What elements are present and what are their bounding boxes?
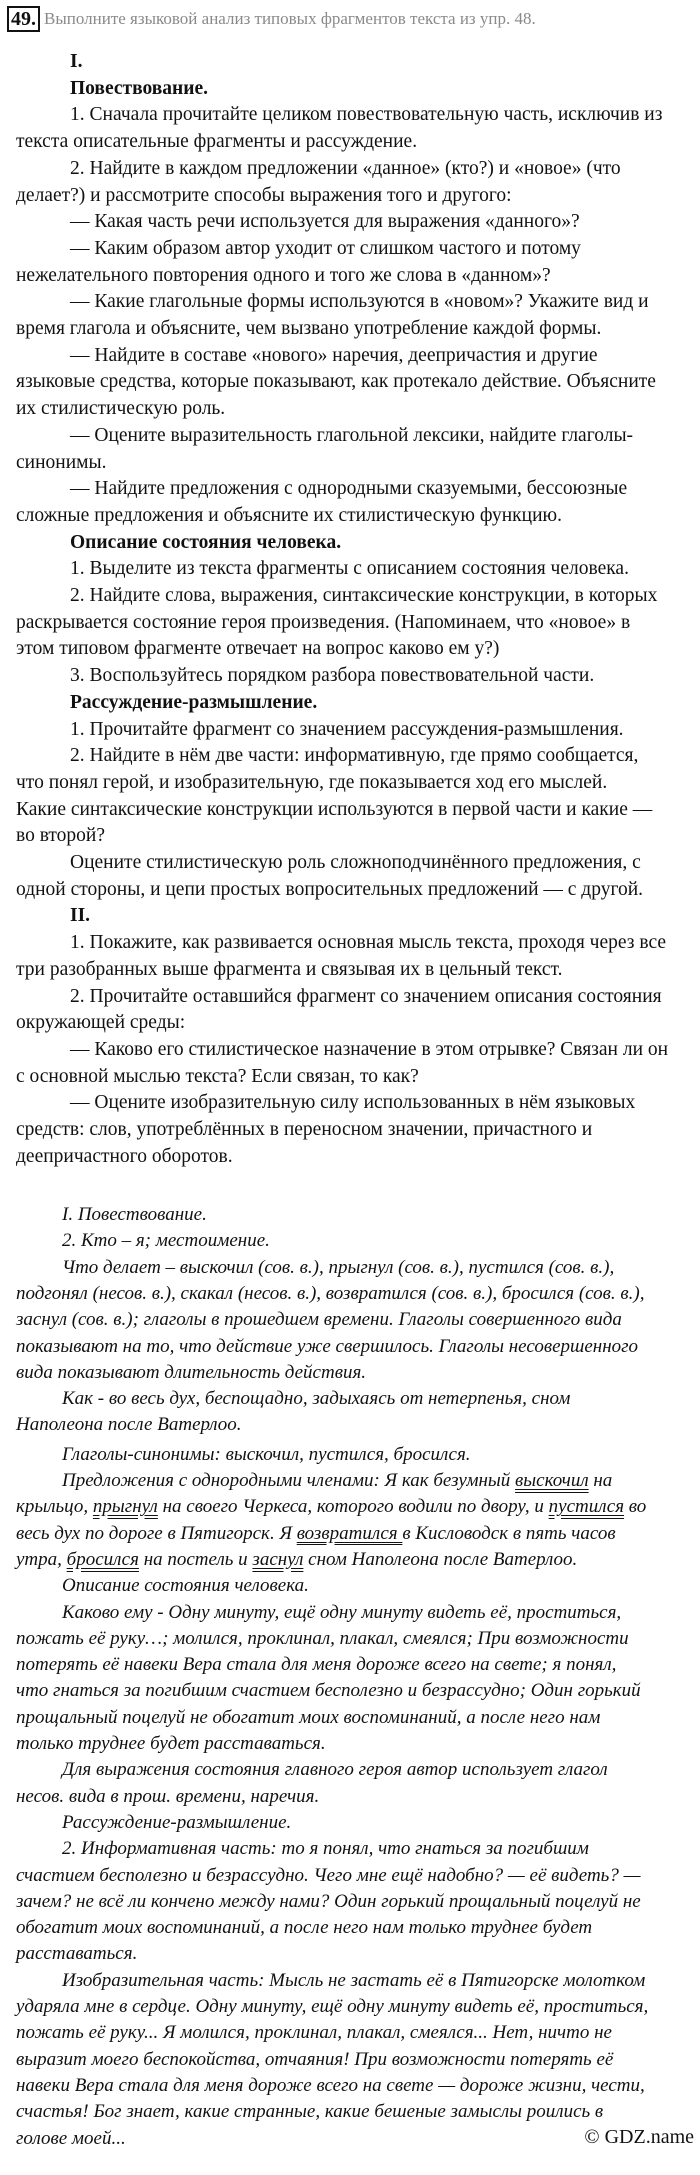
text-line: 1. Покажите, как развивается основная мысль текста, проходя через все (70, 932, 666, 954)
answer-line (16, 1494, 646, 1520)
text-segment: весь дух по дороге в Пятигорск. Я (16, 1522, 297, 1544)
watermark: © GDZ.name (584, 2126, 694, 2148)
answer-line (62, 1255, 614, 1281)
answer-line (16, 2020, 612, 2046)
text-segment: пожать её руку... Я молился, проклинал, плакал, смеялся... Нет, ничто не (16, 2022, 612, 2044)
answer-line (16, 1626, 629, 1652)
answer-line (16, 1915, 592, 1941)
text-segment: голове моей... (16, 2127, 126, 2149)
text-segment: счастья! Бог знает, какие странные, какие бешеные замыслы роились в (16, 2101, 604, 2123)
answer-line (16, 1521, 616, 1547)
answer-line (16, 1784, 319, 1810)
text-segment: 2. Информативная часть: то я понял, что гнаться за погибшим (62, 1838, 589, 1860)
text-line: — Какие глагольные формы используются в «новом»? Укажите вид и (70, 291, 649, 313)
text-segment: обогатит моих воспоминаний, а после него нам только труднее будет (16, 1917, 593, 1939)
text-segment: выразит моего беспокойства, отчаяния! При возможности потерять её (16, 2048, 614, 2070)
text-line: 3. Воспользуйтесь порядком разбора повествовательной части. (70, 665, 595, 687)
text-segment: на своего Черкеса, которого водили по двору, и (157, 1496, 549, 1518)
text-segment: на (588, 1470, 613, 1491)
section-heading: I. (70, 51, 83, 72)
text-line: три разобранных выше фрагмента и связывая их в цельный текст. (16, 958, 563, 980)
text-segment: заснул (сов. в.); глаголы в прошедшем времени. Глаголы совершенного вида (16, 1309, 622, 1331)
text-line: — Каково его стилистическое назначение в этом отрывке? Связан ли он (70, 1038, 669, 1060)
text-line: — Каким образом автор уходит от слишком частого и потому (70, 237, 581, 259)
answer-line (16, 1889, 641, 1915)
answer-line (62, 1968, 645, 1994)
text-segment: навеки Вера стала для меня дороже всего на свете — дороже жизни, чести, (16, 2074, 645, 2096)
answer-line (62, 1573, 309, 1599)
text-line: 2. Прочитайте оставшийся фрагмент со значением описания состояния (70, 985, 662, 1007)
text-segment: сном Наполеона после Ватерлоо. (303, 1548, 578, 1570)
text-line: 2. Найдите слова, выражения, синтаксические конструкции, в которых (70, 585, 658, 606)
text-segment: что гнаться за погибшим счастием бесполезно и безрассудно; Один горький (16, 1680, 641, 1702)
answer-line (16, 2047, 613, 2073)
text-line: 1. Выделите из текста фрагменты с описанием состояния человека. (70, 558, 629, 580)
answer-line (16, 1652, 616, 1678)
text-segment: во (624, 1496, 647, 1518)
text-line: нежелательного повторения одного и того же слова в «данном»? (16, 264, 551, 286)
answer-line (62, 1836, 589, 1862)
answer-line (16, 1705, 600, 1731)
answer-line (16, 2073, 645, 2099)
underlined-predicate: возвратился (296, 1522, 403, 1544)
exercise-header (7, 6, 536, 32)
text-segment: несов. вида в прош. времени, наречия. (16, 1785, 320, 1807)
text-line: — Оцените выразительность глагольной лексики, найдите глаголы- (70, 424, 634, 446)
text-segment: пожать её руку…; молился, проклинал, плакал, смеялся; При возможности (16, 1627, 629, 1649)
text-line: — Найдите предложения с однородными сказуемыми, бессоюзные (70, 478, 628, 500)
text-segment: Для выражения состояния главного героя автор использует глагол (62, 1759, 608, 1781)
answer-line (62, 1386, 570, 1412)
text-segment: крыльцо, (16, 1496, 93, 1518)
text-segment: Наполеона после Ватерлоо. (16, 1414, 242, 1436)
answer-line (16, 1334, 638, 1360)
answer-line (62, 1757, 608, 1783)
answer-line (16, 1281, 644, 1307)
text-line: 2. Найдите в нём две части: информативную, где прямо сообщается, (70, 745, 639, 767)
text-segment: I. Повествование. (62, 1204, 207, 1225)
underlined-predicate: пустился (548, 1496, 625, 1518)
text-segment: ударяла мне в сердце. Одну минуту, ещё одну минуту видеть её, проститься, (16, 1996, 649, 2017)
text-line: окружающей среды: (16, 1012, 186, 1034)
text-segment: Описание состояния человека. (62, 1575, 309, 1597)
text-segment: на постель и (138, 1548, 253, 1570)
text-line: деепричастного оборотов. (16, 1145, 233, 1167)
answer-line (62, 1442, 471, 1468)
answer-line (62, 1468, 612, 1494)
text-segment: 2. Кто – я; местоимение. (62, 1230, 270, 1252)
text-line: 1. Прочитайте фрагмент со значением рассуждения-размышления. (70, 718, 624, 740)
answer-line (16, 1994, 648, 2020)
text-line: делает?) и рассмотрите способы выражения того и другого: (16, 184, 512, 206)
text-line: время глагола и объясните, чем вызвано употребление каждой формы. (16, 318, 602, 339)
text-segment: зачем? не всё ли кончено между нами? Один горький прощальный поцелуй не (16, 1890, 641, 1912)
answer-line (16, 1678, 641, 1704)
text-segment: Предложения с однородными членами: Я как безумный (62, 1470, 516, 1491)
text-segment: только труднее будет расставаться. (16, 1733, 326, 1754)
answer-line (16, 1547, 577, 1573)
answer-line (62, 1600, 621, 1626)
text-segment: подгонял (несов. в.), скакал (несов. в.), возвратился (сов. в.), бросился (сов. в.), (16, 1282, 645, 1304)
text-segment: Рассуждение-размышление. (62, 1811, 292, 1833)
text-line: что понял герой, и изобразительную, где показывается ход его мыслей. (16, 771, 608, 793)
answer-line (16, 2099, 603, 2125)
text-line: одной стороны, и цепи простых вопросительных предложений — с другой. (16, 878, 644, 900)
text-line: синонимы. (16, 451, 107, 473)
text-line: Какие синтаксические конструкции используются в первой части и какие — (16, 798, 653, 820)
text-segment: Что делает – выскочил (сов. в.), прыгнул (сов. в.), пустился (сов. в.), (62, 1256, 615, 1278)
underlined-predicate: выскочил (515, 1470, 589, 1491)
answer-line (16, 1941, 137, 1967)
text-line: — Какая часть речи используется для выражения «данного»? (70, 211, 580, 233)
answer-line (16, 2126, 126, 2152)
answer-line (62, 1202, 207, 1228)
text-line: раскрывается состояние героя произведения. (Напоминаем, что «новое» в (16, 611, 631, 633)
text-line: текста описательные фрагменты и рассуждение. (16, 131, 418, 153)
text-line: средств: слов, употреблённых в переносном значении, причастного и (16, 1119, 593, 1140)
answer-line (16, 1863, 640, 1889)
text-segment: потерять её навеки Вера стала для меня дороже всего на свете; я понял, (16, 1654, 617, 1676)
text-segment: Каково ему - Одну минуту, ещё одну минуту видеть её, проститься, (62, 1601, 622, 1623)
text-segment: вида показывают длительность действия. (16, 1361, 367, 1383)
section-heading: Рассуждение-размышление. (70, 691, 318, 713)
text-line: языковые средства, которые показывают, как протекало действие. Объясните (16, 371, 656, 393)
text-segment: Изобразительная часть: Мысль не застать её в Пятигорске молотком (62, 1969, 646, 1991)
text-line: 1. Сначала прочитайте целиком повествовательную часть, исключив из (70, 104, 663, 126)
text-line: — Оцените изобразительную силу использованных в нём языковых (70, 1092, 636, 1114)
answer-line (16, 1307, 622, 1333)
text-line: — Найдите в составе «нового» наречия, деепричастия и другие (70, 344, 598, 366)
text-line: во второй? (16, 825, 106, 847)
text-segment: счастием бесполезно и безрассудно. Чего мне ещё надобно? — её видеть? — (16, 1864, 641, 1886)
answer-line (62, 1810, 291, 1836)
text-line: этом типовом фрагменте отвечает на вопрос каково ем у?) (16, 638, 500, 660)
text-segment: в Кисловодск в пять часов (402, 1522, 616, 1544)
text-line: 2. Найдите в каждом предложении «данное» (кто?) и «новое» (что (70, 157, 621, 179)
text-segment: показывают на то, что действие уже свершилось. Глаголы несовершенного (16, 1335, 639, 1357)
section-heading: Повествование. (70, 77, 209, 99)
section-heading: Описание состояния человека. (70, 531, 342, 553)
text-segment: прощальный поцелуй не обогатит моих воспоминаний, а после него нам (16, 1706, 601, 1728)
text-line: с основной мыслью текста? Если связан, то как? (16, 1065, 419, 1087)
text-segment: утра, (16, 1548, 67, 1570)
section-heading: II. (70, 905, 91, 927)
underlined-predicate: бросился (66, 1548, 139, 1570)
text-segment: расставаться. (16, 1943, 138, 1965)
text-segment: Глаголы-синонимы: выскочил, пустился, бросился. (62, 1443, 471, 1465)
exercise-number: 49. (7, 6, 40, 32)
answer-line (16, 1412, 242, 1438)
answer-line (16, 1731, 326, 1757)
answer-line (62, 1228, 270, 1254)
answer-line (16, 1360, 366, 1386)
text-line: их стилистическую роль. (16, 398, 226, 420)
exercise-instruction: Выполните языковой анализ типовых фрагментов текста из упр. 48. (44, 9, 536, 28)
underlined-predicate: заснул (252, 1548, 304, 1570)
text-line: Оцените стилистическую роль сложноподчинённого предложения, с (70, 852, 641, 873)
underlined-predicate: прыгнул (92, 1496, 158, 1518)
text-line: сложные предложения и объясните их стилистическую функцию. (16, 504, 562, 526)
text-segment: Как - во весь дух, беспощадно, задыхаясь от нетерпенья, сном (62, 1388, 571, 1410)
